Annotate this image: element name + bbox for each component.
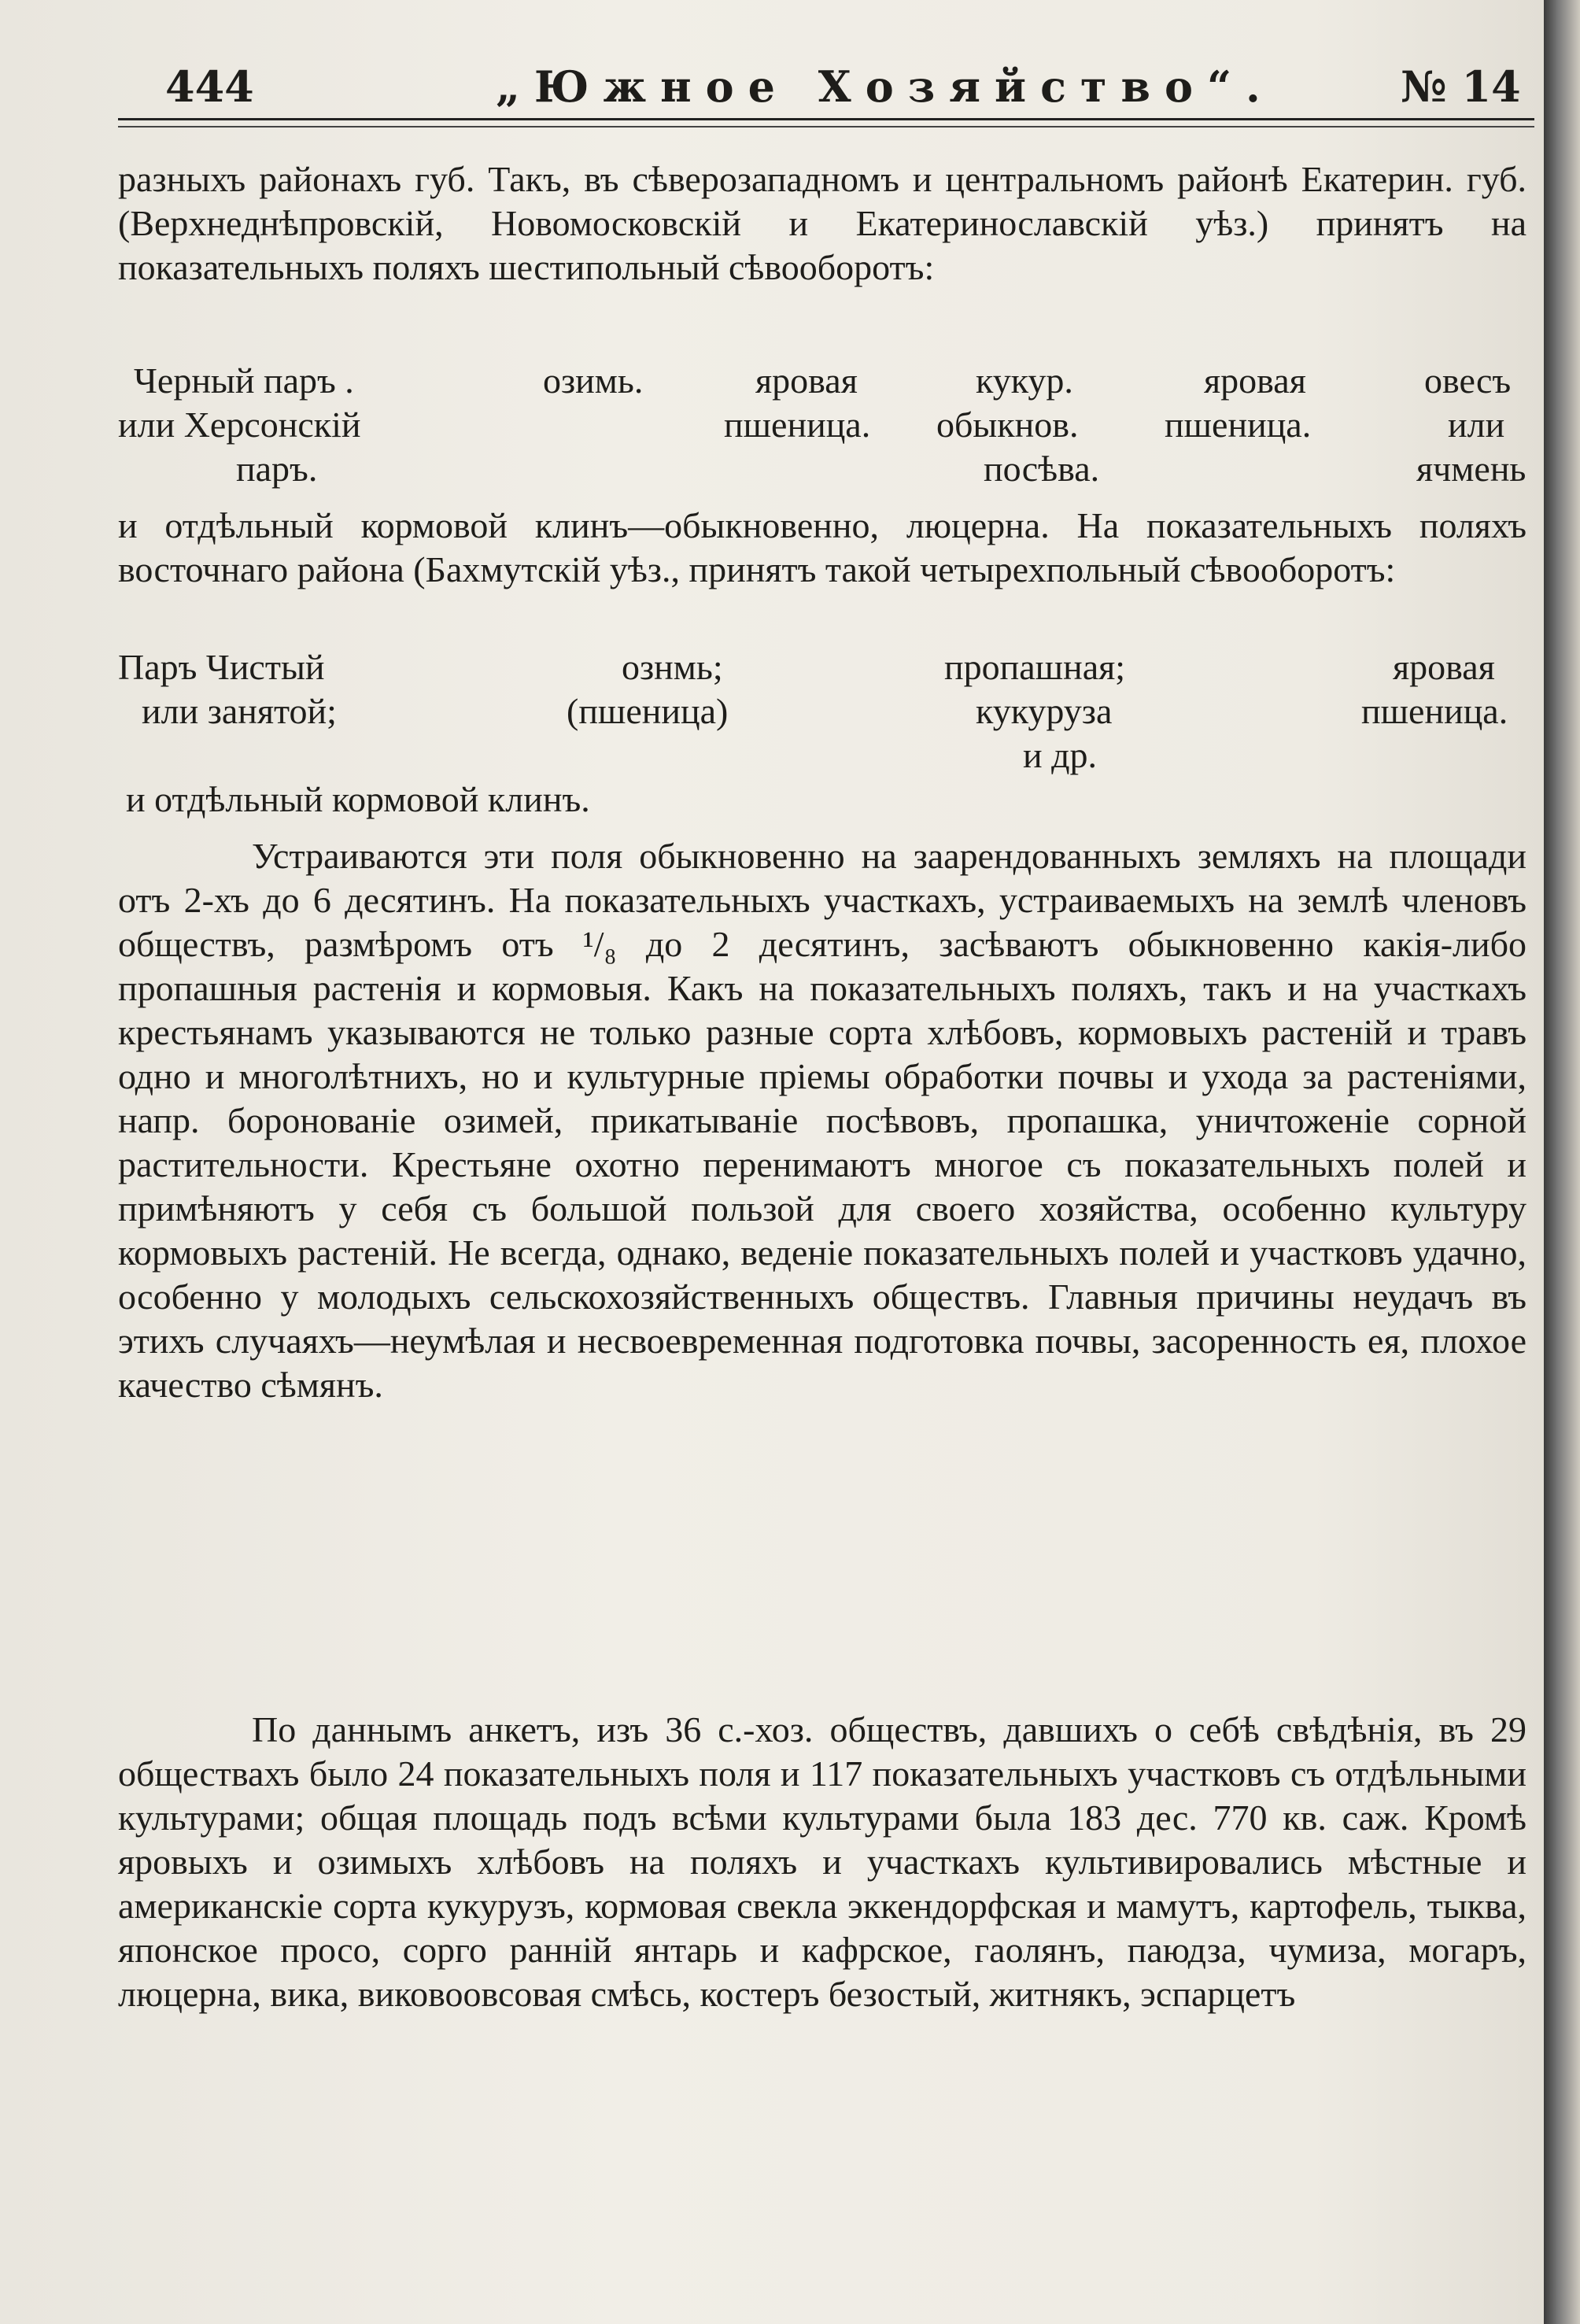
rotation-row <box>118 645 1526 689</box>
rotation-cell: пшеница. <box>1165 405 1312 445</box>
rotation-cell: яровая <box>755 360 858 401</box>
rotation-row <box>118 403 1526 447</box>
rotation-cell: обыкнов. <box>936 405 1079 445</box>
rotation-row <box>118 733 1526 778</box>
paragraph-4: По даннымъ анкетъ, изъ 36 с.-хоз. обществъ, давшихъ о себѣ свѣдѣнія, въ 29 обществахъ было 24 показательныхъ поля и 117 показательныхъ участковъ съ отдѣльными культурами; общая площадь подъ всѣми культурами была 183 дес. 770 кв. саж. Кромѣ яровыхъ и озимыхъ хлѣбовъ на поляхъ и участкахъ культивировались мѣстные и американскіе сорта кукурузъ, кормовая свекла эккендорфская и мамутъ, картофель, тыква, японское просо, сорго ранній янтарь и кафрское, гаолянъ, паюдза, чумиза, могаръ, люцерна, вика, виковоовсовая смѣсь, костеръ безостый, житнякъ, эспарцетъ <box>118 1709 1526 2014</box>
journal-title: „Южное Хозяйство“. <box>496 61 1275 112</box>
rotation-cell: или занятой; <box>142 691 337 731</box>
rotation-cell: яровая <box>1393 647 1495 687</box>
rotation-row <box>118 359 1526 403</box>
rotation-row <box>118 689 1526 733</box>
crop-rotation-four-field <box>118 645 1526 822</box>
page-number: 444 <box>165 61 254 112</box>
rotation-cell: яровая <box>1204 360 1306 401</box>
issue-number: № 14 <box>1401 61 1521 112</box>
rotation-cell: Черный паръ . <box>134 360 354 401</box>
rotation-after: и отдѣльный кормовой клинъ. <box>126 779 590 819</box>
rotation-cell: пшеница. <box>724 405 871 445</box>
rotation-cell: паръ. <box>236 449 318 489</box>
rotation-cell: озимь. <box>543 360 644 401</box>
rotation-cell: кукуруза <box>976 691 1113 731</box>
rotation-cell: (пшеница) <box>567 691 729 731</box>
rotation-cell: пропашная; <box>944 647 1126 687</box>
rotation-cell: пшеница. <box>1361 691 1508 731</box>
rotation-cell: кукур. <box>976 360 1073 401</box>
rotation-cell: посѣва. <box>984 449 1100 489</box>
rotation-cell: или <box>1448 405 1505 445</box>
paragraph-2: и отдѣльный кормовой клинъ—обыкновенно, люцерна. На показательныхъ поляхъ восточнаго района (Бахмутскій уѣз., принятъ такой четырехпольный сѣвооборотъ: <box>118 505 1526 589</box>
rotation-cell: ячмень <box>1416 449 1526 489</box>
rotation-row <box>118 778 1526 822</box>
running-header <box>118 61 1534 116</box>
rotation-cell: или Херсонскій <box>118 405 361 445</box>
rotation-row <box>118 447 1526 491</box>
header-rule-thin <box>118 126 1534 127</box>
header-rule <box>118 118 1534 120</box>
rotation-cell: овесъ <box>1424 360 1512 401</box>
rotation-cell: Паръ Чистый <box>118 647 325 687</box>
rotation-cell: и др. <box>1023 735 1098 775</box>
paragraph-1: разныхъ районахъ губ. Такъ, въ сѣверозападномъ и центральномъ районѣ Екатерин. губ. (Верхнеднѣпровскій, Новомосковскій и Екатеринославскій уѣз.) принятъ на показательныхъ поляхъ шестипольный сѣвооборотъ: <box>118 159 1526 287</box>
book-spine-edge <box>1544 0 1580 2324</box>
paragraph-3: Устраиваются эти поля обыкновенно на заарендованныхъ земляхъ на площади отъ 2-хъ до 6 десятинъ. На показательныхъ участкахъ, устраиваемыхъ на землѣ членовъ обществъ, размѣромъ отъ ¹/₈ до 2 десятинъ, засѣваютъ обыкновенно какія-либо пропашныя растенія и кормовыя. Какъ на показательныхъ поляхъ, такъ и на участкахъ крестьянамъ указываются не только разные сорта хлѣбовъ, кормовыхъ растеній и травъ одно и многолѣтнихъ, но и культурные пріемы обработки почвы и ухода за растеніями, напр. боронованіе озимей, прикатываніе посѣвовъ, пропашка, уничтоженіе сорной растительности. Крестьяне охотно перенимаютъ многое съ показательныхъ полей и примѣняютъ у себя съ большой пользой для своего хозяйства, особенно культуру кормовыхъ растеній. Не всегда, однако, веденіе показательныхъ полей и участковъ удачно, особенно у молодыхъ сельскохозяйственныхъ обществъ. Главныя причины неудачъ въ этихъ случаяхъ—неумѣлая и несвоевременная подготовка почвы, засоренность ея, плохое качество сѣмянъ. <box>118 836 1526 1405</box>
rotation-cell: ознмь; <box>622 647 723 687</box>
crop-rotation-six-field <box>118 359 1526 491</box>
